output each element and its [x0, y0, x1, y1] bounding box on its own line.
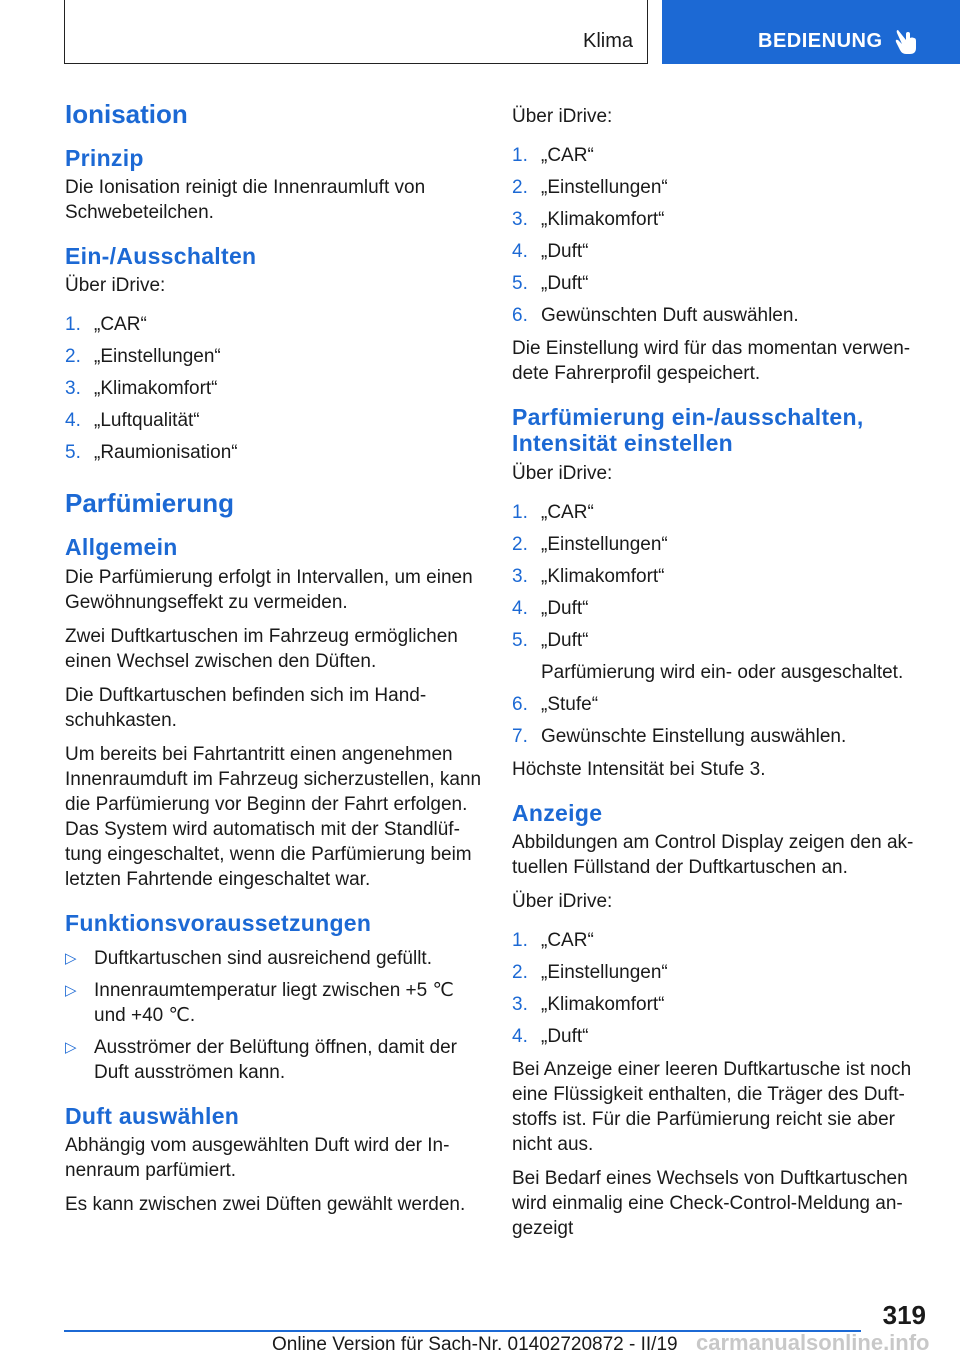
- section-duft-select: [512, 104, 922, 386]
- paragraph: Die Duftkartuschen befinden sich im Hand-schuhkasten.: [65, 684, 427, 731]
- heading-funktionsvoraussetzungen: Funktionsvoraussetzungen: [65, 909, 372, 936]
- list-item: 3. „Klimakomfort“: [512, 994, 665, 1016]
- paragraph: Die Einstellung wird für das momentan verwen-dete Fahrerprofil gespeichert.: [512, 338, 911, 384]
- header-section-title: Klima: [582, 30, 633, 52]
- intro-idrive: Über iDrive:: [65, 275, 166, 297]
- list-item: 6. „Stufe“: [512, 693, 599, 715]
- list-item: 5. „Duft“: [512, 273, 589, 294]
- paragraph: Höchste Intensität bei Stufe 3.: [512, 758, 766, 780]
- list-item: ▷ Innenraumtemperatur liegt zwischen +5 ℃ und +40 ℃.: [65, 979, 454, 1026]
- heading-ein-ausschalten: Ein-/Ausschalten: [65, 243, 257, 270]
- section-intensitaet: [512, 404, 922, 782]
- list-item: 6. Gewünschten Duft auswählen.: [512, 305, 799, 326]
- steps-intensitaet: [512, 500, 922, 749]
- list-item: 4. „Duft“: [512, 1026, 589, 1048]
- list-item: 1. „CAR“: [512, 930, 594, 952]
- triangle-bullet-icon: ▷: [65, 1038, 77, 1056]
- heading-prinzip: Prinzip: [65, 144, 144, 171]
- heading-duft-auswaehlen: Duft auswählen: [65, 1102, 240, 1129]
- steps-ionisation: [65, 312, 483, 465]
- requirements-list: [65, 946, 483, 1085]
- section-prinzip: [65, 145, 483, 225]
- title-ionisation: Ionisation: [65, 99, 188, 129]
- paragraph: Um bereits bei Fahrtantritt einen angenehmen Innenraumduft im Fahrzeug sicherzustellen, kann die Parfümierung vor Beginn der Fahrt erfolgen. Das System wird automatisch mit der Standlüf-tung eingeschaltet, wenn die Parfümierung beim letzten Fahrtende eingeschaltet war.: [65, 743, 482, 890]
- heading-anzeige: Anzeige: [512, 799, 603, 826]
- intro-idrive: Über iDrive:: [512, 106, 613, 127]
- footer-online-version: Online Version für Sach-Nr. 01402720872 - II/19: [272, 1334, 678, 1355]
- list-item: 5. „Raumionisation“: [65, 442, 238, 464]
- list-item: ▷ Duftkartuschen sind ausreichend gefüllt.: [65, 947, 432, 969]
- header-chapter-tab: [662, 0, 960, 64]
- list-item: 4. „Duft“: [512, 241, 589, 262]
- list-item: 1. „CAR“: [65, 314, 147, 336]
- title-parfuemierung: Parfümierung: [65, 488, 235, 519]
- list-item: 2. „Einstellungen“: [512, 962, 668, 984]
- left-column: [65, 100, 483, 1226]
- list-item: 2. „Einstellungen“: [512, 533, 668, 555]
- list-item: 3. „Klimakomfort“: [512, 565, 665, 587]
- list-item: 7. Gewünschte Einstellung auswählen.: [512, 725, 847, 747]
- step-note: Parfümierung wird ein- oder ausgeschaltet.: [541, 661, 904, 683]
- triangle-bullet-icon: ▷: [65, 981, 77, 999]
- watermark: carmanualsonline.info: [696, 1330, 930, 1355]
- intro-idrive: Über iDrive:: [512, 891, 613, 913]
- header-section-box: [64, 0, 648, 64]
- paragraph: Zwei Duftkartuschen im Fahrzeug ermöglichen einen Wechsel zwischen den Düften.: [65, 625, 458, 672]
- steps-duft-select: [512, 143, 922, 328]
- paragraph: Abhängig vom ausgewählten Duft wird der In-nenraum parfümiert.: [65, 1135, 450, 1182]
- list-item: ▷ Ausströmer der Belüftung öffnen, damit der Duft ausströmen kann.: [65, 1036, 457, 1083]
- pointing-hand-icon: [894, 26, 920, 56]
- steps-anzeige: [512, 928, 922, 1049]
- list-item: 4. „Luftqualität“: [65, 410, 200, 432]
- list-item: 1. „CAR“: [512, 501, 594, 523]
- intro-idrive: Über iDrive:: [512, 462, 613, 484]
- paragraph: Es kann zwischen zwei Düften gewählt werden.: [65, 1194, 466, 1216]
- triangle-bullet-icon: ▷: [65, 949, 77, 967]
- paragraph: Bei Anzeige einer leeren Duftkartusche ist noch eine Flüssigkeit enthalten, die Träger des Duft-stoffs ist. Für die Parfümierung reicht sie aber nicht aus.: [512, 1059, 912, 1156]
- list-item: 2. „Einstellungen“: [65, 346, 221, 368]
- paragraph: Bei Bedarf eines Wechsels von Duftkartuschen wird einmalig eine Check-Control-Meldung an-gezeigt: [512, 1168, 908, 1240]
- list-item: 3. „Klimakomfort“: [65, 378, 218, 400]
- list-item: 5. „Duft“ Parfümierung wird ein- oder ausgeschaltet.: [512, 628, 922, 685]
- list-item: 1. „CAR“: [512, 145, 594, 166]
- section-anzeige: [512, 800, 922, 1241]
- page-number: 319: [882, 1300, 926, 1330]
- section-duft-auswaehlen: [65, 1103, 483, 1217]
- list-item: 3. „Klimakomfort“: [512, 209, 665, 230]
- paragraph: Die Parfümierung erfolgt in Intervallen, um einen Gewöhnungseffekt zu vermeiden.: [65, 566, 473, 613]
- section-funktionsvoraussetzungen: [65, 910, 483, 1085]
- header-chapter-title: BEDIENUNG: [758, 30, 883, 52]
- section-allgemein: [65, 534, 483, 891]
- heading-allgemein: Allgemein: [65, 534, 178, 561]
- text-prinzip: Die Ionisation reinigt die Innenraumluft von Schwebeteilchen.: [65, 177, 426, 224]
- heading-intensitaet: Parfümierung ein-/ausschalten, Intensität einstellen: [512, 404, 864, 457]
- list-item: 2. „Einstellungen“: [512, 177, 668, 198]
- section-ein-ausschalten: [65, 243, 483, 465]
- list-item: 4. „Duft“: [512, 597, 589, 619]
- right-column: [512, 104, 922, 1250]
- paragraph: Abbildungen am Control Display zeigen den ak-tuellen Füllstand der Duftkartuschen an.: [512, 832, 914, 879]
